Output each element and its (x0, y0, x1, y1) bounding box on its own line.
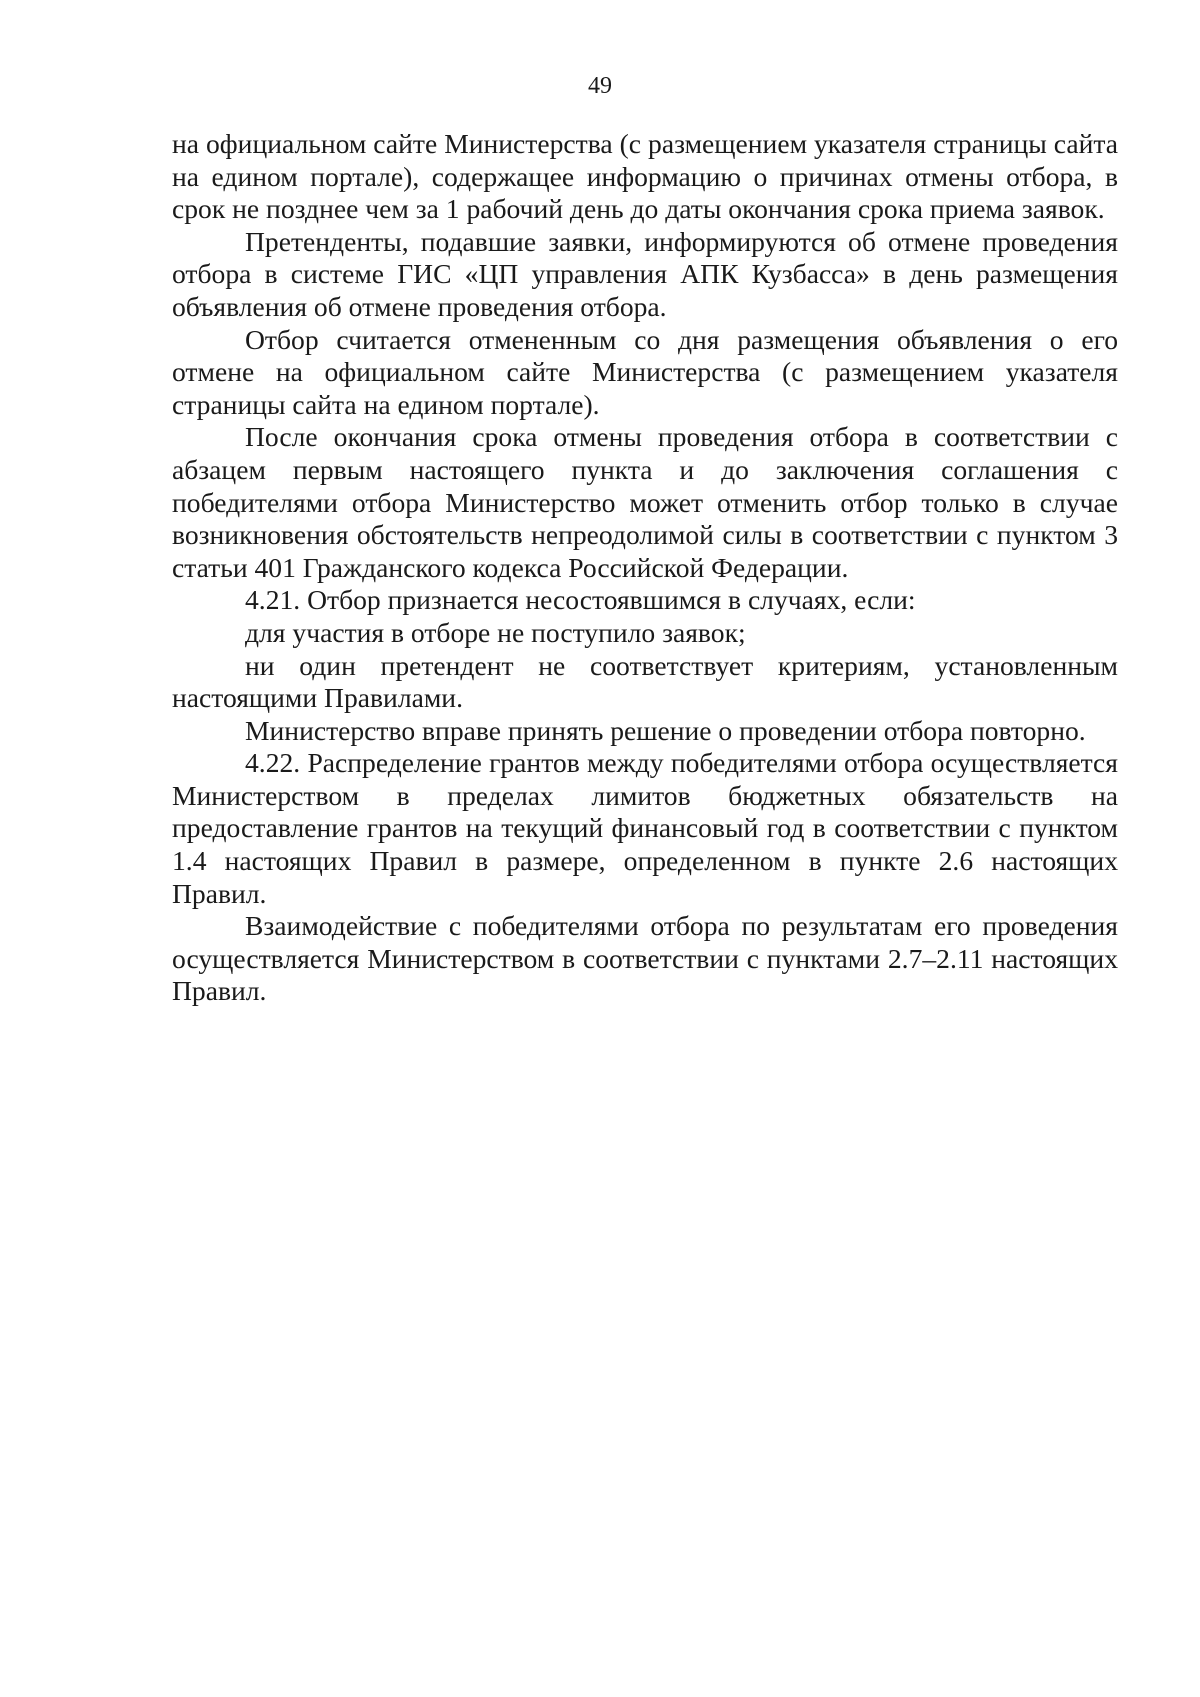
paragraph-4-21: 4.21. Отбор признается несостоявшимся в случаях, если: (245, 584, 916, 616)
paragraph-cancellation-notice: на официальном сайте Министерства (с размещением указателя страницы сайта на едином портале), содержащее информацию о причинах отмены отбора, в срок не позднее чем за 1 рабочий день до даты окончания срока приема заявок. (172, 128, 1118, 225)
paragraph-repeat-selection: Министерство вправе принять решение о проведении отбора повторно. (245, 714, 1086, 746)
paragraph-applicants-informed: Претенденты, подавшие заявки, информируются об отмене проведения отбора в системе ГИС «ЦП управления АПК Кузбасса» в день размещения объявления об отмене проведения отбора. (172, 225, 1118, 322)
document-body (172, 128, 1118, 1008)
paragraph-selection-cancelled: Отбор считается отмененным со дня размещения объявления о его отмене на официальном сайте Министерства (с размещением указателя страницы сайта на едином портале). (172, 323, 1118, 420)
paragraph-no-eligible-applicant: ни один претендент не соответствует критериям, установленным настоящими Правилами. (172, 649, 1118, 714)
paragraph-interaction-winners: Взаимодействие с победителями отбора по результатам его проведения осуществляется Министерством в соответствии с пунктами 2.7–2.11 настоящих Правил. (172, 910, 1118, 1007)
page-number: 49 (588, 73, 612, 99)
paragraph-4-22: 4.22. Распределение грантов между победителями отбора осуществляется Министерством в пределах лимитов бюджетных обязательств на предоставление грантов на текущий финансовый год в соответствии с пунктом 1.4 настоящих Правил в размере, определенном в пункте 2.6 настоящих Правил. (172, 747, 1118, 909)
paragraph-force-majeure: После окончания срока отмены проведения отбора в соответствии с абзацем первым настоящего пункта и до заключения соглашения с победителями отбора Министерство может отменить отбор только в случае возникновения обстоятельств непреодолимой силы в соответствии с пунктом 3 статьи 401 Гражданского кодекса Российской Федерации. (172, 421, 1118, 583)
paragraph-no-applications: для участия в отборе не поступило заявок; (245, 616, 746, 648)
